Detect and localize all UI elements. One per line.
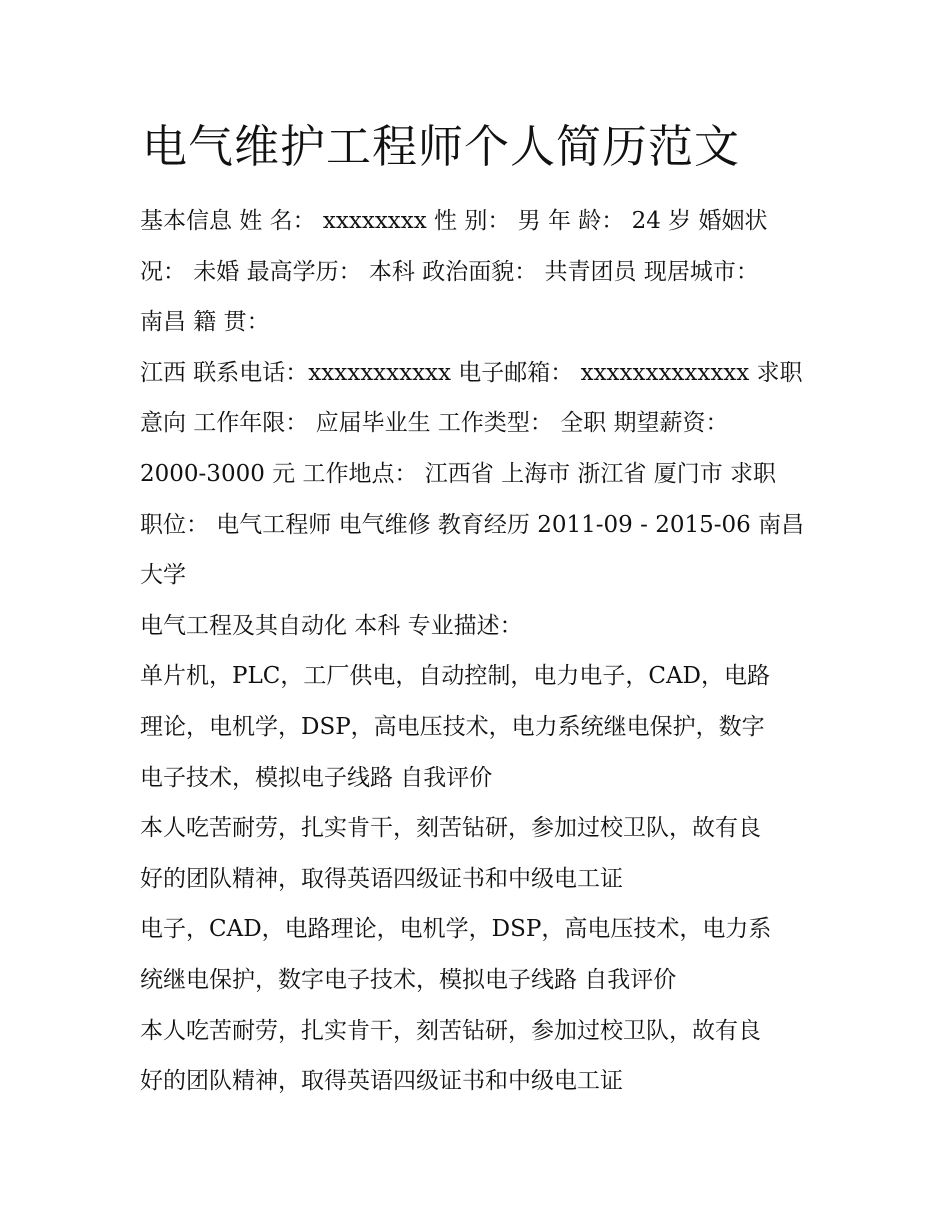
text-line: 况： 未婚 最高学历： 本科 政治面貌： 共青团员 现居城市： <box>140 258 759 285</box>
text-line: 好的团队精神，取得英语四级证书和中级电工证 <box>140 865 623 892</box>
text-line: 好的团队精神，取得英语四级证书和中级电工证 <box>140 1068 623 1095</box>
text-line: 统继电保护，数字电子技术，模拟电子线路 自我评价 <box>140 966 677 993</box>
document-title: 电气维护工程师个人简历范文 <box>142 120 741 173</box>
text-line: 2000-3000 元 工作地点： 江西省 上海市 浙江省 厦门市 求职 <box>140 460 777 487</box>
text-line: 电子技术，模拟电子线路 自我评价 <box>140 764 493 791</box>
text-line: 本人吃苦耐劳，扎实肯干，刻苦钻研，参加过校卫队，故有良 <box>140 1017 761 1044</box>
text-line: 电子，CAD，电路理论，电机学，DSP，高电压技术，电力系 <box>140 916 772 943</box>
text-line: 本人吃苦耐劳，扎实肯干，刻苦钻研，参加过校卫队，故有良 <box>140 815 761 842</box>
text-line: 职位： 电气工程师 电气维修 教育经历 2011-09 - 2015-06 南昌 <box>140 511 805 538</box>
text-line: 意向 工作年限： 应届毕业生 工作类型： 全职 期望薪资： <box>140 410 729 437</box>
text-line: 电气工程及其自动化 本科 专业描述： <box>140 612 523 639</box>
text-line: 理论，电机学，DSP，高电压技术，电力系统继电保护，数字 <box>140 713 765 740</box>
text-line: 江西 联系电话：xxxxxxxxxxx 电子邮箱： xxxxxxxxxxxxx 求职 <box>140 359 803 386</box>
document-body <box>140 196 840 1107</box>
text-line: 基本信息 姓 名： xxxxxxxx 性 别： 男 年 龄： 24 岁 婚姻状 <box>140 208 768 234</box>
text-line: 单片机，PLC，工厂供电，自动控制，电力电子，CAD，电路 <box>140 663 770 690</box>
text-line: 南昌 籍 贯： <box>140 309 270 336</box>
text-line: 大学 <box>140 562 186 589</box>
